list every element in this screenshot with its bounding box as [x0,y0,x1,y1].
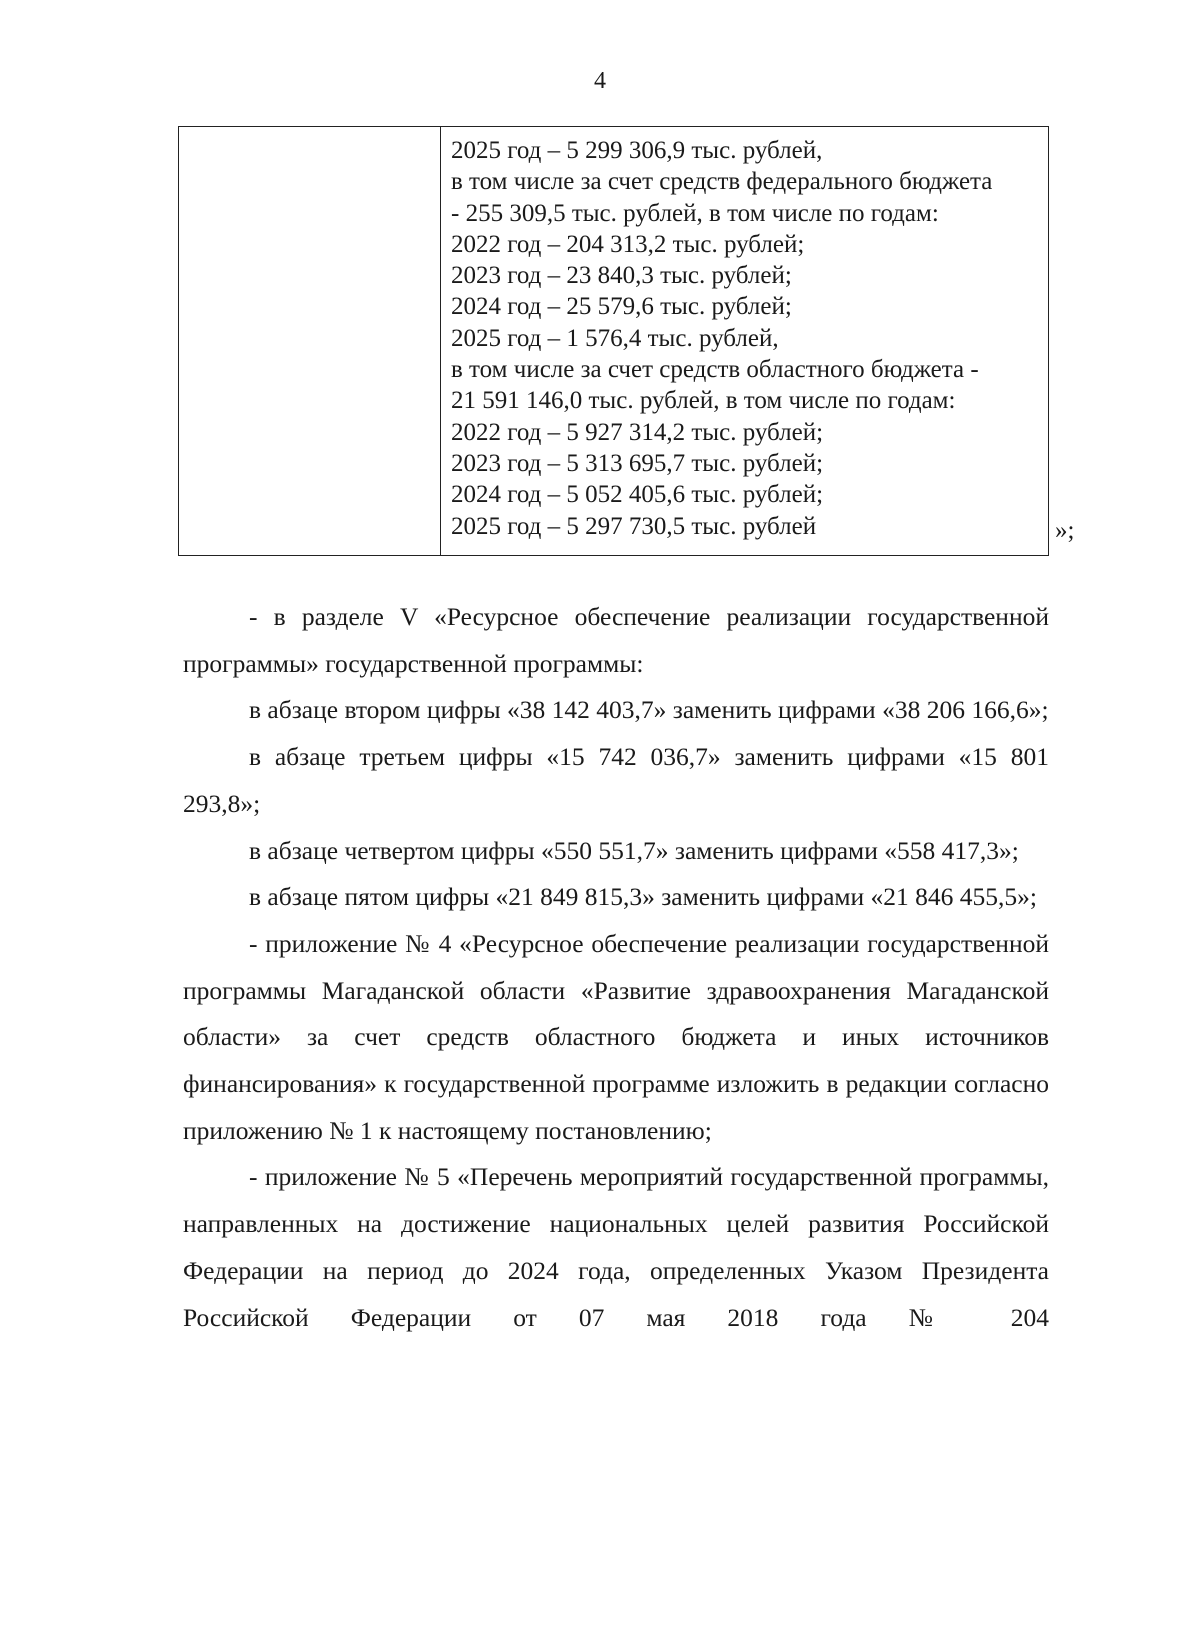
budget-table [178,126,1049,556]
table-closing-mark: »; [1055,517,1075,544]
table-line: 2023 год – 23 840,3 тыс. рублей; [451,262,792,290]
page-number: 4 [594,68,606,94]
table-line: 2024 год – 25 579,6 тыс. рублей; [451,293,792,321]
paragraph-abzac-4: в абзаце четвертом цифры «550 551,7» заменить цифрами «558 417,3»; [249,835,1019,865]
table-line: 2022 год – 204 313,2 тыс. рублей; [451,230,805,258]
paragraph-abzac-5: в абзаце пятом цифры «21 849 815,3» заменить цифрами «21 846 455,5»; [249,882,1038,912]
table-line: 2025 год – 5 297 730,5 тыс. рублей [451,512,817,540]
paragraph-appendix-4: - приложение № 4 «Ресурсное обеспечение реализации государственной программы Магаданской области «Развитие здравоохранения Магаданской области» за счет средств областного бюджета и иных источников финансирования» к государственной программе изложить в редакции согласно приложению № 1 к настоящему постановлению; [183,928,1049,1145]
table-line: 2023 год – 5 313 695,7 тыс. рублей; [451,449,824,477]
paragraph-abzac-2: в абзаце втором цифры «38 142 403,7» заменить цифрами «38 206 166,6»; [249,695,1049,725]
paragraph-appendix-5: - приложение № 5 «Перечень мероприятий государственной программы, направленных на достижение национальных целей развития Российской Федерации на период до 2024 года, определенных Указом Президента Российской Федерации от 07 мая 2018 года № 204 [183,1162,1049,1332]
table-line: 2022 год – 5 927 314,2 тыс. рублей; [451,418,824,446]
table-line: в том числе за счет средств областного бюджета - [451,356,979,384]
table-right-cell [451,135,1046,542]
table-line: в том числе за счет средств федерального бюджета [451,168,993,196]
table-left-cell [179,127,441,555]
table-line: 2024 год – 5 052 405,6 тыс. рублей; [451,481,824,509]
body-text [183,594,1049,1341]
table-line: 2025 год – 5 299 306,9 тыс. рублей, [451,137,823,164]
table-line: 2025 год – 1 576,4 тыс. рублей, [451,324,779,352]
paragraph-abzac-3: в абзаце третьем цифры «15 742 036,7» заменить цифрами «15 801 293,8»; [183,742,1049,818]
paragraph-section-v: - в разделе V «Ресурсное обеспечение реализации государственной программы» государственной программы: [183,602,1049,678]
table-line: - 255 309,5 тыс. рублей, в том числе по годам: [451,199,939,227]
table-line: 21 591 146,0 тыс. рублей, в том числе по годам: [451,387,956,415]
